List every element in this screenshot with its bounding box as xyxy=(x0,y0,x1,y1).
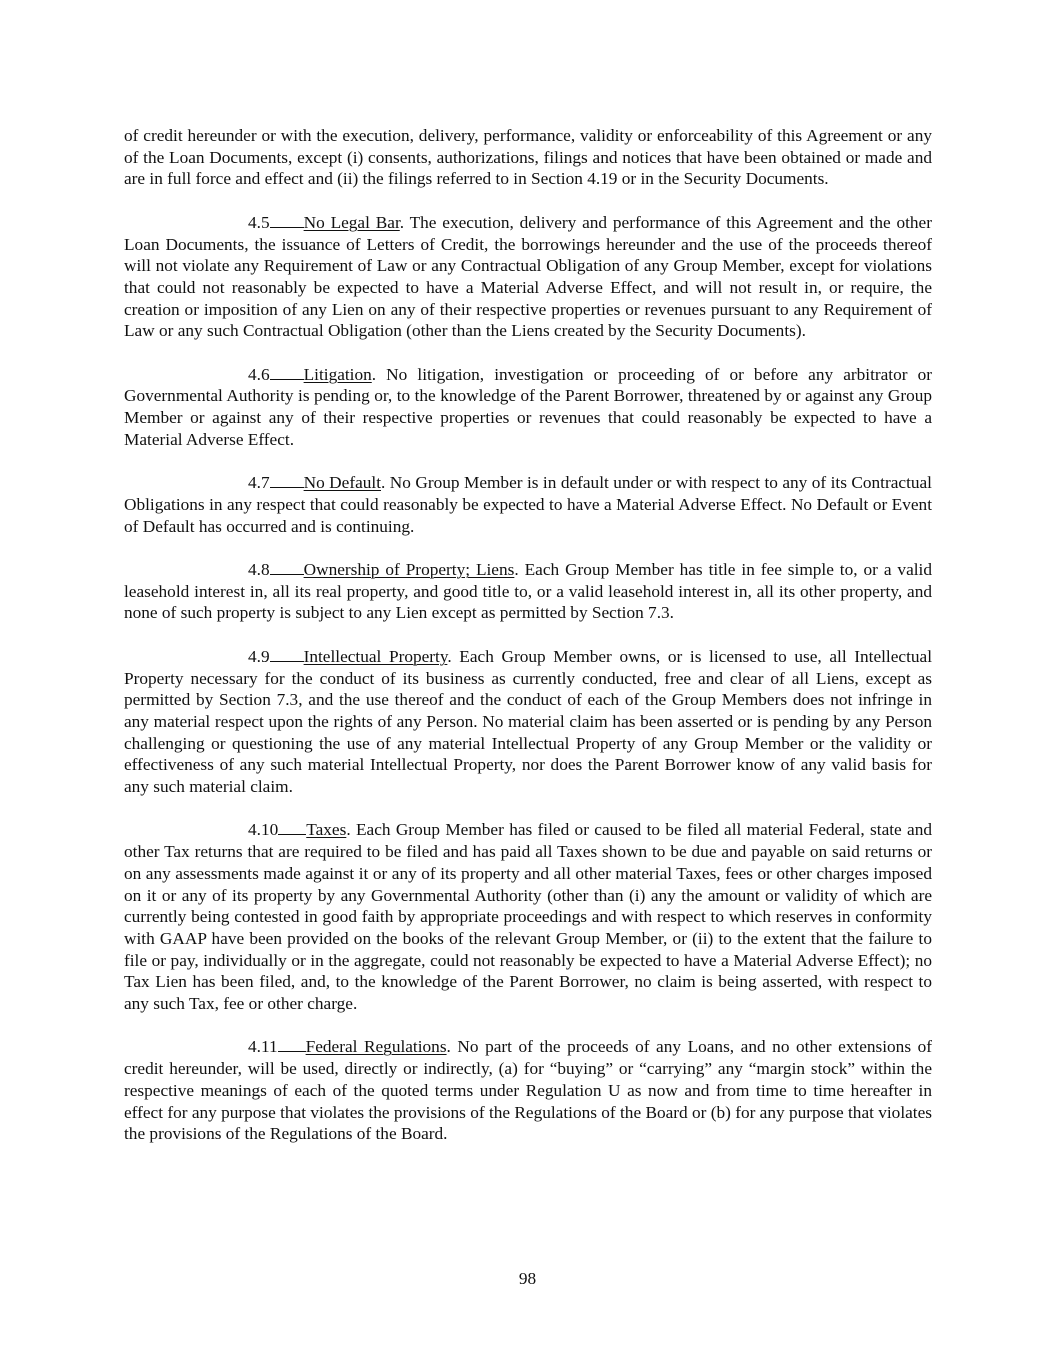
section-text: . No Group Member is in default under or with respect to any of its Contractual Obligations in any respect that could reasonably be expected to have a Material Adverse Effect. No Default or Event of Default has occurred and is continuing. xyxy=(124,473,932,536)
section-number: 4.8 xyxy=(248,560,270,579)
section-number: 4.6 xyxy=(248,364,270,384)
section-text: . No litigation, investigation or proceeding of or before any arbitrator or Governmental Authority is pending or, to the knowledge of the Parent Borrower, threatened by or against any Group Member or against any of their respective properties or revenues that could reasonably be expected to have a Material Adverse Effect. xyxy=(124,364,932,449)
section-heading: No Default xyxy=(303,473,381,493)
section-4-8 xyxy=(124,559,932,624)
section-heading: No Legal Bar xyxy=(303,212,400,232)
section-text: . Each Group Member has title in fee simple to, or a valid leasehold interest in, all its real property, and good title to, or a valid leasehold interest in, all its other property, and none of such property is subject to any Lien except as permitted by Section 7.3. xyxy=(124,560,932,623)
section-number: 4.10 xyxy=(248,820,279,840)
section-4-6 xyxy=(124,364,932,451)
section-text: . No part of the proceeds of any Loans, and no other extensions of credit hereunder, will be used, directly or indirectly, (a) for “buying” or “carrying” any “margin stock” within the respective meanings of each of the quoted terms under Regulation U as now and from time to time hereafter in effect for any purpose that violates the provisions of the Regulations of the Board or (b) for any purpose that violates the provisions of the Regulations of the Board. xyxy=(124,1037,932,1144)
section-4-9 xyxy=(124,646,932,798)
section-heading: Litigation xyxy=(303,364,372,384)
section-4-10 xyxy=(124,819,932,1014)
section-number: 4.9 xyxy=(248,646,270,666)
heading-gap xyxy=(270,212,304,228)
continuation-paragraph: of credit hereunder or with the execution, delivery, performance, validity or enforceability of this Agreement or any of the Loan Documents, except (i) consents, authorizations, filings and notices that have been obtained or made and are in full force and effect and (ii) the filings referred to in Section 4.19 or in the Security Documents. xyxy=(124,126,932,189)
section-number: 4.5 xyxy=(248,212,270,232)
heading-gap xyxy=(278,819,306,835)
section-number: 4.7 xyxy=(248,473,270,493)
section-heading: Taxes xyxy=(306,820,347,840)
document-page xyxy=(124,125,932,1167)
section-heading: Federal Regulations xyxy=(305,1037,447,1057)
section-4-7 xyxy=(124,472,932,537)
page-number: 98 xyxy=(518,1269,537,1288)
section-4-11 xyxy=(124,1036,932,1145)
section-4-5 xyxy=(124,212,932,342)
heading-gap xyxy=(270,646,304,662)
section-text: . Each Group Member has filed or caused to be filed all material Federal, state and other Tax returns that are required to be filed and has paid all Taxes shown to be due and payable on said returns or on any assessments made against it or any of its property and all other material Taxes, fees or other charges imposed on it or any of its property by any Governmental Authority (other than (i) any the amount or validity of which are currently being contested in good faith by appropriate proceedings and with respect to which reserves in conformity with GAAP have been provided on the books of the relevant Group Member, or (ii) to the extent that the failure to file or pay, individually or in the aggregate, could not reasonably be expected to have a Material Adverse Effect); no Tax Lien has been filed, and, to the knowledge of the Parent Borrower, no claim is being asserted, with respect to any such Tax, fee or other charge. xyxy=(124,820,932,1014)
heading-gap xyxy=(270,472,304,488)
section-heading: Ownership of Property; Liens xyxy=(303,560,515,579)
section-text: . The execution, delivery and performance of this Agreement and the other Loan Documents, the issuance of Letters of Credit, the borrowings hereunder and the use of the proceeds thereof will not violate any Requirement of Law or any Contractual Obligation of any Group Member, except for violations that could not reasonably be expected to have a Material Adverse Effect, and will not result in, or require, the creation or imposition of any Lien on any of their respective properties or revenues pursuant to any Requirement of Law or any such Contractual Obligation (other than the Liens created by the Security Documents). xyxy=(124,212,932,341)
heading-gap xyxy=(270,364,304,380)
section-number: 4.11 xyxy=(248,1037,278,1057)
heading-gap xyxy=(278,1036,306,1052)
heading-gap xyxy=(270,559,304,575)
section-heading: Intellectual Property xyxy=(303,646,448,666)
section-text: . Each Group Member owns, or is licensed to use, all Intellectual Property necessary for the conduct of its business as currently conducted, free and clear of all Liens, except as permitted by Section 7.3, and the use thereof and the conduct of each of the Group Members does not infringe in any material respect upon the rights of any Person. No material claim has been asserted or is pending by any Person challenging or questioning the use of any material Intellectual Property of any Group Member or the validity or effectiveness of any such material Intellectual Property, nor does the Parent Borrower know of any valid basis for any such material claim. xyxy=(124,646,932,797)
